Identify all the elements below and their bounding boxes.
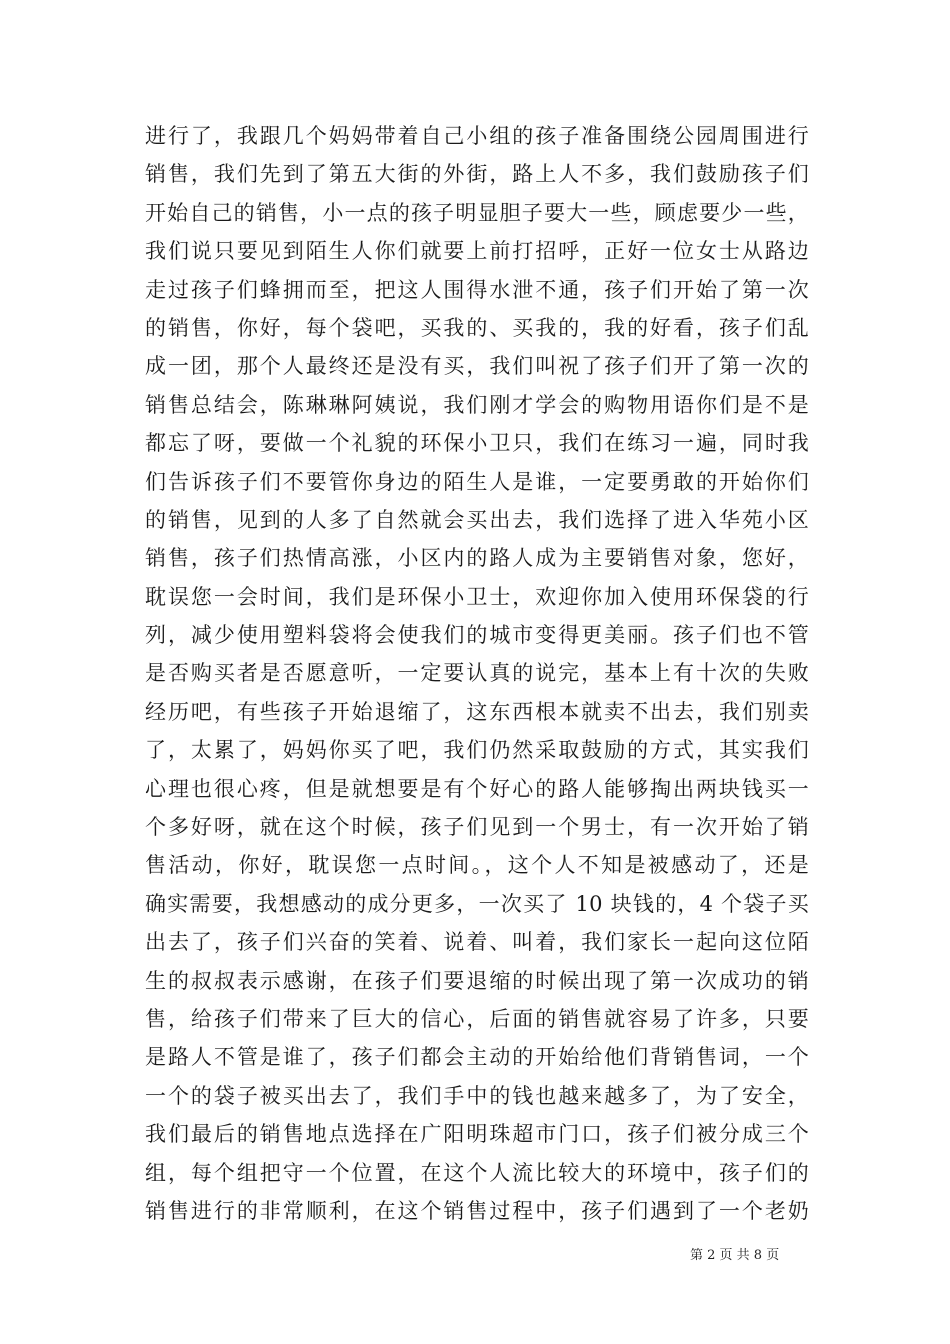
text-line: 开始自己的销售，小一点的孩子明显胆子要大一些，顾虑要少一些， xyxy=(145,200,809,225)
page-number xyxy=(690,1248,830,1264)
text-line: 个多好呀，就在这个时候，孩子们见到一个男士，有一次开始了销 xyxy=(145,815,809,840)
text-line: 的销售，见到的人多了自然就会买出去，我们选择了进入华苑小区 xyxy=(145,507,809,532)
text-line: 售活动，你好，耽误您一点时间。，这个人不知是被感动了，还是 xyxy=(145,853,809,878)
text-line: 经历吧，有些孩子开始退缩了，这东西根本就卖不出去，我们别卖 xyxy=(145,699,809,724)
text-line: 进行了，我跟几个妈妈带着自己小组的孩子准备围绕公园周围进行 xyxy=(145,124,809,148)
text-line: 生的叔叔表示感谢，在孩子们要退缩的时候出现了第一次成功的销 xyxy=(145,968,809,993)
page-number-label: 第 2 页 共 8 页 xyxy=(690,1248,780,1263)
text-line: 走过孩子们蜂拥而至，把这人围得水泄不通，孩子们开始了第一次 xyxy=(145,277,809,302)
text-line: 销售，孩子们热情高涨，小区内的路人成为主要销售对象，您好， xyxy=(145,546,809,571)
text-line: 销售进行的非常顺利，在这个销售过程中，孩子们遇到了一个老奶 xyxy=(145,1198,809,1223)
text-line: 的销售，你好，每个袋吧，买我的、买我的，我的好看，孩子们乱 xyxy=(145,315,809,340)
text-line: 是路人不管是谁了，孩子们都会主动的开始给他们背销售词，一个 xyxy=(145,1045,809,1070)
text-line: 销售，我们先到了第五大街的外街，路上人不多，我们鼓励孩子们 xyxy=(145,162,809,187)
text-line: 我们最后的销售地点选择在广阳明珠超市门口，孩子们被分成三个 xyxy=(145,1122,809,1147)
text-line: 我们说只要见到陌生人你们就要上前打招呼，正好一位女士从路边 xyxy=(145,239,809,264)
body-text xyxy=(145,117,809,1230)
text-line: 们告诉孩子们不要管你身边的陌生人是谁，一定要勇敢的开始你们 xyxy=(145,469,809,494)
text-line: 一个的袋子被买出去了，我们手中的钱也越来越多了，为了安全， xyxy=(145,1083,809,1108)
text-line: 是否购买者是否愿意听，一定要认真的说完，基本上有十次的失败 xyxy=(145,661,809,686)
text-line: 耽误您一会时间，我们是环保小卫士，欢迎你加入使用环保袋的行 xyxy=(145,584,809,609)
text-line: 销售总结会，陈琳琳阿姨说，我们刚才学会的购物用语你们是不是 xyxy=(145,392,809,417)
text-line: 心理也很心疼，但是就想要是有个好心的路人能够掏出两块钱买一 xyxy=(145,776,809,801)
text-line: 成一团，那个人最终还是没有买，我们叫祝了孩子们开了第一次的 xyxy=(145,354,809,379)
text-line: 出去了，孩子们兴奋的笑着、说着、叫着，我们家长一起向这位陌 xyxy=(145,930,809,955)
text-line: 组，每个组把守一个位置，在这个人流比较大的环境中，孩子们的 xyxy=(145,1160,809,1185)
text-line: 都忘了呀，要做一个礼貌的环保小卫只，我们在练习一遍，同时我 xyxy=(145,431,809,456)
text-line: 售，给孩子们带来了巨大的信心，后面的销售就容易了许多，只要 xyxy=(145,1006,809,1031)
text-line: 确实需要，我想感动的成分更多，一次买了 10 块钱的，4 个袋子买 xyxy=(145,891,809,916)
text-line: 了，太累了，妈妈你买了吧，我们仍然采取鼓励的方式，其实我们 xyxy=(145,738,809,763)
text-line: 列，减少使用塑料袋将会使我们的城市变得更美丽。孩子们也不管 xyxy=(145,623,809,648)
